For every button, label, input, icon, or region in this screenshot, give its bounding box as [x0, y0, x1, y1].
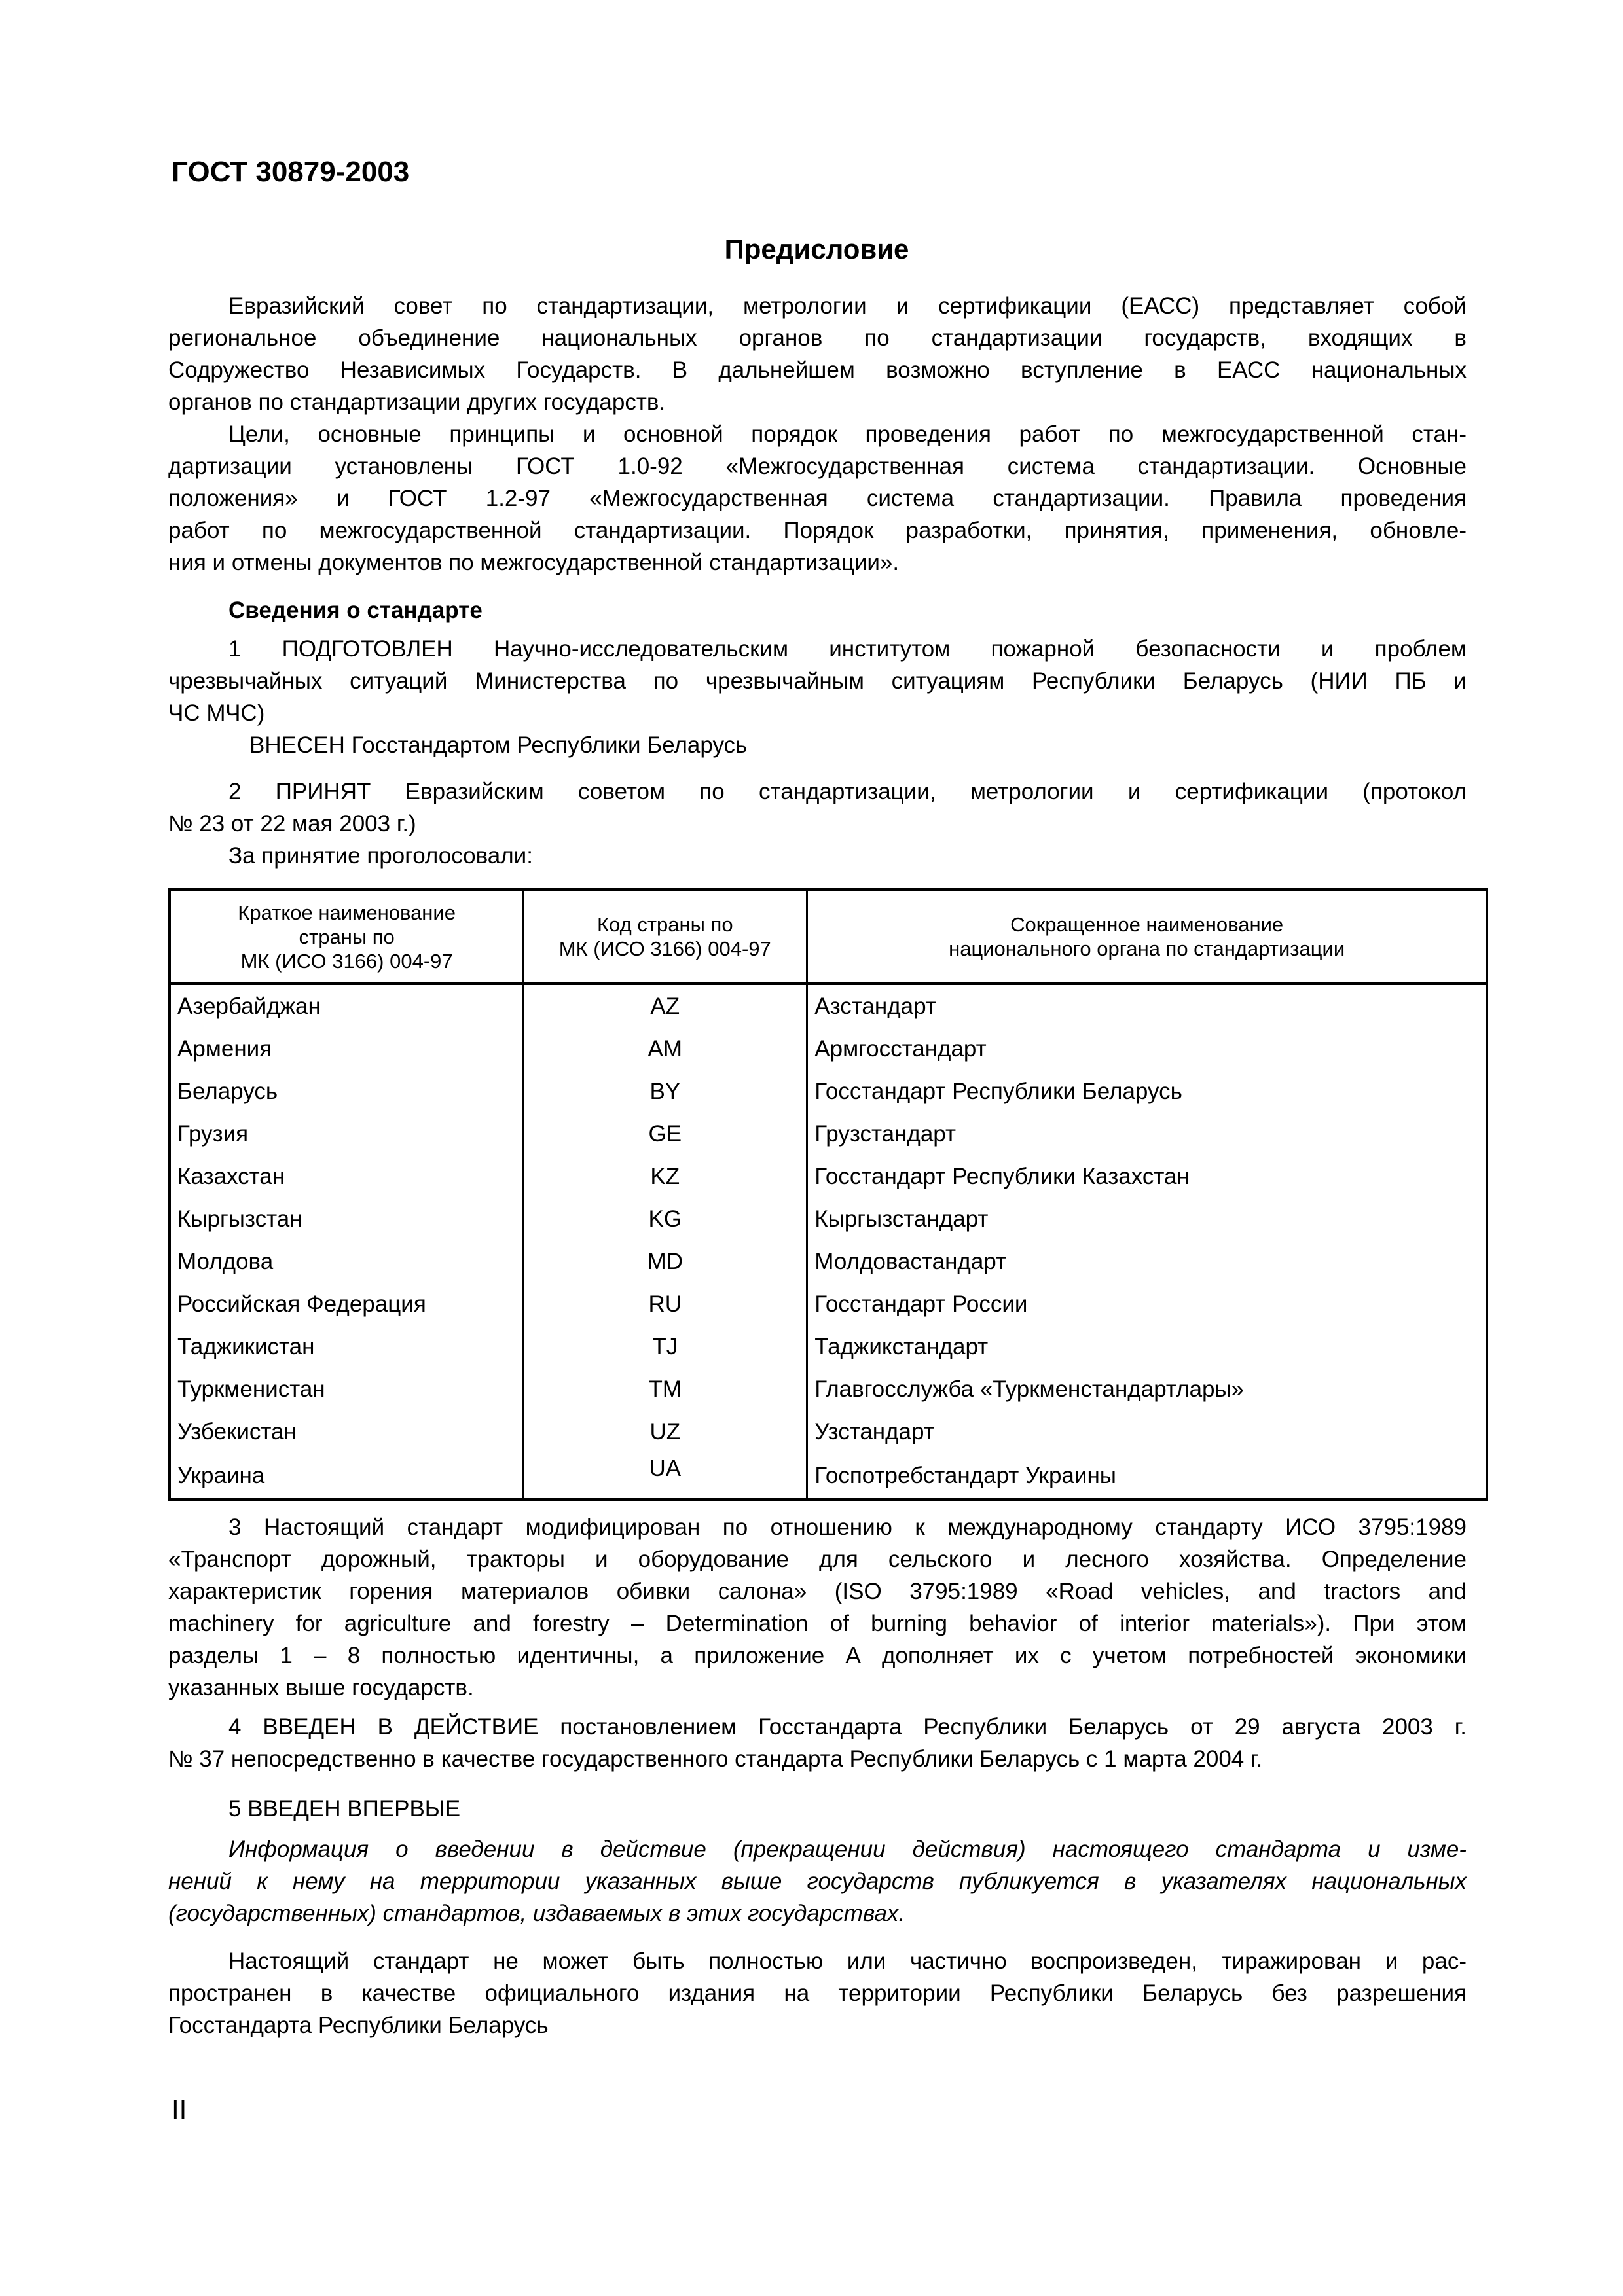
cell-code: BY [523, 1070, 807, 1113]
cell-code: TM [523, 1368, 807, 1410]
cell-body: Госстандарт России [807, 1283, 1487, 1325]
cell-country: Казахстан [170, 1155, 523, 1198]
text-line: характеристик горения материалов обивки салона» (ISO 3795:1989 «Road vehicles, and tractors and [168, 1579, 1467, 1604]
text-line: 2 ПРИНЯТ Евразийским советом по стандартизации, метрологии и сертификации (протокол [228, 779, 1467, 804]
table-row [170, 1028, 1487, 1070]
cell-code: GE [523, 1113, 807, 1155]
table-row [170, 1325, 1487, 1368]
text-line: № 23 от 22 мая 2003 г.) [168, 811, 416, 836]
table-row [170, 1453, 1487, 1499]
text-line: разделы 1 – 8 полностью идентичны, а приложение А дополняет их с учетом потребностей экономики [168, 1643, 1467, 1668]
cell-body: Госпотребстандарт Украины [807, 1453, 1487, 1499]
column-header-code: Код страны по МК (ИСО 3166) 004-97 [523, 889, 807, 984]
text-line: 5 ВВЕДЕН ВПЕРВЫЕ [228, 1796, 461, 1821]
cell-code: AM [523, 1028, 807, 1070]
cell-country: Беларусь [170, 1070, 523, 1113]
cell-country: Кыргызстан [170, 1198, 523, 1240]
cell-code: UZ [523, 1410, 807, 1453]
cell-body: Таджикстандарт [807, 1325, 1487, 1368]
text-line: положения» и ГОСТ 1.2-97 «Межгосударственная система стандартизации. Правила проведения [168, 486, 1467, 511]
text-line: нений к нему на территории указанных выше государств публикуется в указателях национальных [168, 1869, 1467, 1894]
cell-body: Азстандарт [807, 984, 1487, 1028]
column-header-country: Краткое наименование страны по МК (ИСО 3166) 004-97 [170, 889, 523, 984]
text-line: Содружество Независимых Государств. В дальнейшем возможно вступление в ЕАСС национальных [168, 357, 1467, 383]
text-line: ЧС МЧС) [168, 700, 265, 726]
cell-body: Госстандарт Республики Беларусь [807, 1070, 1487, 1113]
cell-body: Кыргызстандарт [807, 1198, 1487, 1240]
preface-paragraph-2 [168, 418, 1467, 579]
cell-code: KZ [523, 1155, 807, 1198]
text-line: ния и отмены документов по межгосударственной стандартизации». [168, 550, 900, 575]
preface-paragraph-1 [168, 290, 1467, 418]
item-1-prepared [168, 633, 1467, 761]
table-row [170, 1155, 1487, 1198]
info-note [168, 1833, 1467, 1929]
text-line: указанных выше государств. [168, 1675, 474, 1700]
text-line: (государственных) стандартов, издаваемых в этих государствах. [168, 1901, 905, 1926]
item-2-adopted [168, 776, 1467, 872]
text-line: «Транспорт дорожный, тракторы и оборудование для сельского и лесного хозяйства. Определение [168, 1547, 1467, 1572]
cell-code: MD [523, 1240, 807, 1283]
cell-code: UA [523, 1453, 807, 1499]
votes-intro: За принятие проголосовали: [228, 843, 533, 869]
item-4-effective [168, 1711, 1467, 1775]
item-5-first-introduced [168, 1793, 1467, 1825]
cell-country: Российская Федерация [170, 1283, 523, 1325]
cell-country: Армения [170, 1028, 523, 1070]
text-line: machinery for agriculture and forestry – Determination of burning behavior of interior materials»). При этом [168, 1611, 1467, 1636]
section-heading: Сведения о стандарте [228, 598, 483, 623]
cell-body: Узстандарт [807, 1410, 1487, 1453]
text-line: пространен в качестве официального издания на территории Республики Беларусь без разрешения [168, 1981, 1467, 2006]
votes-table [168, 888, 1488, 1501]
cell-code: KG [523, 1198, 807, 1240]
cell-country: Узбекистан [170, 1410, 523, 1453]
table-row [170, 1198, 1487, 1240]
cell-body: Грузстандарт [807, 1113, 1487, 1155]
text-line: региональное объединение национальных органов по стандартизации государств, входящих в [168, 325, 1467, 351]
text-line: чрезвычайных ситуаций Министерства по чрезвычайным ситуациям Республики Беларусь (НИИ ПБ и [168, 668, 1467, 694]
page-number: II [172, 2094, 187, 2125]
cell-country: Азербайджан [170, 984, 523, 1028]
cell-body: Главгосслужба «Туркменстандартлары» [807, 1368, 1487, 1410]
cell-country: Туркменистан [170, 1368, 523, 1410]
cell-country: Молдова [170, 1240, 523, 1283]
cell-body: Молдовастандарт [807, 1240, 1487, 1283]
table-row [170, 984, 1487, 1028]
cell-country: Таджикистан [170, 1325, 523, 1368]
table-header-row [170, 889, 1487, 984]
text-line: 1 ПОДГОТОВЛЕН Научно-исследовательским институтом пожарной безопасности и проблем [228, 636, 1467, 662]
cell-body: Госстандарт Республики Казахстан [807, 1155, 1487, 1198]
text-line: ВНЕСЕН Госстандартом Республики Беларусь [249, 732, 748, 758]
cell-country: Грузия [170, 1113, 523, 1155]
text-line: Цели, основные принципы и основной порядок проведения работ по межгосударственной стан- [228, 422, 1467, 447]
item-3-modification [168, 1511, 1467, 1704]
text-line: Настоящий стандарт не может быть полностью или частично воспроизведен, тиражирован и рас- [228, 1948, 1467, 1974]
copyright-note [168, 1945, 1467, 2041]
text-line: 3 Настоящий стандарт модифицирован по отношению к международному стандарту ИСО 3795:1989 [228, 1515, 1467, 1540]
text-line: 4 ВВЕДЕН В ДЕЙСТВИЕ постановлением Госстандарта Республики Беларусь от 29 августа 2003 г. [228, 1714, 1467, 1740]
cell-code: RU [523, 1283, 807, 1325]
document-code: ГОСТ 30879-2003 [172, 156, 410, 188]
text-line: органов по стандартизации других государств. [168, 389, 666, 415]
table-row [170, 1368, 1487, 1410]
text-line: дартизации установлены ГОСТ 1.0-92 «Межгосударственная система стандартизации. Основные [168, 454, 1467, 479]
cell-code: TJ [523, 1325, 807, 1368]
section-heading-standard-info [168, 594, 1467, 626]
table-row [170, 1113, 1487, 1155]
text-line: работ по межгосударственной стандартизации. Порядок разработки, принятия, применения, обновле- [168, 518, 1467, 543]
table-row [170, 1070, 1487, 1113]
text-line: Евразийский совет по стандартизации, метрологии и сертификации (ЕАСС) представляет собой [228, 293, 1467, 319]
table-row [170, 1240, 1487, 1283]
text-line: № 37 непосредственно в качестве государственного стандарта Республики Беларусь с 1 марта 2004 г. [168, 1746, 1263, 1772]
page-title: Предисловие [724, 234, 909, 264]
table-row [170, 1410, 1487, 1453]
text-line: Информация о введении в действие (прекращении действия) настоящего стандарта и изме- [228, 1837, 1467, 1862]
cell-code: AZ [523, 984, 807, 1028]
column-header-standards-body: Сокращенное наименование национального органа по стандартизации [807, 889, 1487, 984]
cell-country: Украина [170, 1453, 523, 1499]
text-line: Госстандарта Республики Беларусь [168, 2013, 549, 2038]
table-row [170, 1283, 1487, 1325]
cell-body: Армгосстандарт [807, 1028, 1487, 1070]
